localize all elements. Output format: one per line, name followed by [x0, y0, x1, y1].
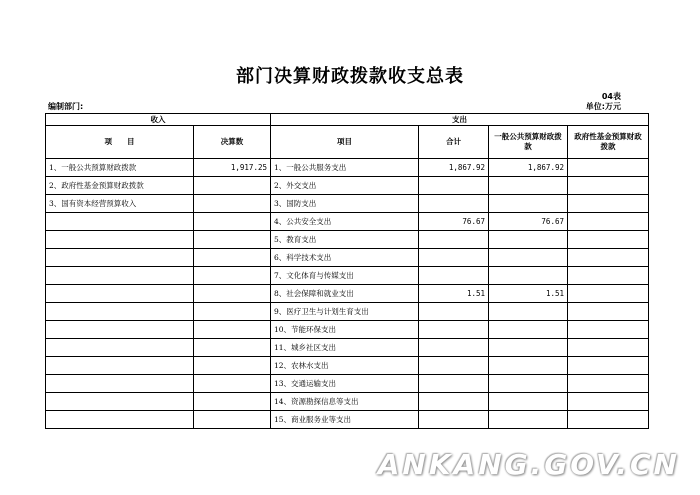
income-value-cell: [194, 339, 271, 357]
total-cell: [419, 303, 489, 321]
gov-fund-cell: [568, 195, 649, 213]
income-value-cell: [194, 303, 271, 321]
expense-item-cell: 11、城乡社区支出: [271, 339, 419, 357]
page-title: 部门决算财政拨款收支总表: [236, 66, 464, 87]
income-item-cell: [46, 231, 194, 249]
general-budget-cell: [489, 267, 568, 285]
expense-header: 支出: [271, 114, 649, 126]
general-budget-cell: [489, 393, 568, 411]
gov-fund-cell: [568, 213, 649, 231]
table-row: [46, 357, 649, 375]
income-item-cell: [46, 303, 194, 321]
income-item-cell: [46, 285, 194, 303]
total-cell: [419, 195, 489, 213]
general-budget-cell: 76.67: [489, 213, 568, 231]
expense-item-cell: 9、医疗卫生与计划生育支出: [271, 303, 419, 321]
income-value-cell: [194, 231, 271, 249]
total-cell: [419, 249, 489, 267]
gov-fund-cell: [568, 393, 649, 411]
unit-label: 单位:万元: [585, 102, 621, 111]
income-item-cell: 1、一般公共预算财政拨款: [46, 159, 194, 177]
total-header: 合计: [419, 126, 489, 159]
income-value-cell: [194, 411, 271, 429]
gov-fund-header: 政府性基金预算财政拨款: [568, 126, 649, 159]
table-row: [46, 411, 649, 429]
income-item-cell: [46, 213, 194, 231]
gov-fund-cell: [568, 411, 649, 429]
expense-item-header: 项目: [271, 126, 419, 159]
general-budget-cell: [489, 411, 568, 429]
table-row: [46, 285, 649, 303]
gov-fund-cell: [568, 267, 649, 285]
total-cell: [419, 339, 489, 357]
total-cell: [419, 231, 489, 249]
table-row: [46, 267, 649, 285]
income-item-cell: 2、政府性基金预算财政拨款: [46, 177, 194, 195]
gov-fund-cell: [568, 375, 649, 393]
table-row: [46, 249, 649, 267]
department-label: 编制部门:: [48, 102, 84, 111]
gov-fund-cell: [568, 159, 649, 177]
general-budget-cell: 1,867.92: [489, 159, 568, 177]
expense-item-cell: 5、教育支出: [271, 231, 419, 249]
table-row: [46, 393, 649, 411]
expense-item-cell: 3、国防支出: [271, 195, 419, 213]
total-cell: [419, 375, 489, 393]
table-row: [46, 303, 649, 321]
table-row: [46, 195, 649, 213]
total-cell: [419, 393, 489, 411]
income-value-cell: [194, 177, 271, 195]
form-number: 04表: [601, 92, 621, 101]
total-cell: [419, 267, 489, 285]
income-value-cell: [194, 213, 271, 231]
gov-fund-cell: [568, 249, 649, 267]
general-budget-cell: [489, 231, 568, 249]
income-header: 收入: [46, 114, 271, 126]
table-body: [46, 159, 649, 429]
general-budget-cell: [489, 303, 568, 321]
income-item-cell: 3、国有资本经营预算收入: [46, 195, 194, 213]
table-row: [46, 159, 649, 177]
expense-item-cell: 7、文化体育与传媒支出: [271, 267, 419, 285]
table-row: [46, 177, 649, 195]
income-item-cell: [46, 339, 194, 357]
gov-fund-cell: [568, 339, 649, 357]
total-cell: [419, 177, 489, 195]
general-budget-cell: [489, 375, 568, 393]
expense-item-cell: 8、社会保障和就业支出: [271, 285, 419, 303]
general-budget-cell: [489, 357, 568, 375]
income-value-cell: [194, 393, 271, 411]
total-cell: 1,867.92: [419, 159, 489, 177]
general-budget-cell: [489, 339, 568, 357]
income-value-cell: [194, 357, 271, 375]
income-item-cell: [46, 267, 194, 285]
header-row-top: [46, 114, 649, 126]
gov-fund-cell: [568, 285, 649, 303]
income-item-cell: [46, 411, 194, 429]
header-row-columns: [46, 126, 649, 159]
table-row: [46, 321, 649, 339]
general-budget-cell: [489, 249, 568, 267]
expense-item-cell: 15、商业服务业等支出: [271, 411, 419, 429]
table-row: [46, 339, 649, 357]
income-value-cell: [194, 267, 271, 285]
gov-fund-cell: [568, 321, 649, 339]
expense-item-cell: 13、交通运输支出: [271, 375, 419, 393]
income-value-cell: [194, 285, 271, 303]
table-row: [46, 231, 649, 249]
income-value-cell: [194, 321, 271, 339]
expense-item-cell: 1、一般公共服务支出: [271, 159, 419, 177]
total-cell: 1.51: [419, 285, 489, 303]
income-item-header: 项 目: [46, 126, 194, 159]
expense-item-cell: 4、公共安全支出: [271, 213, 419, 231]
income-value-cell: [194, 375, 271, 393]
watermark: ANKANG.GOV.CN: [377, 448, 680, 481]
gov-fund-cell: [568, 231, 649, 249]
general-budget-cell: [489, 177, 568, 195]
general-budget-cell: [489, 321, 568, 339]
income-value-cell: [194, 195, 271, 213]
income-item-cell: [46, 357, 194, 375]
gov-fund-cell: [568, 357, 649, 375]
expense-item-cell: 2、外交支出: [271, 177, 419, 195]
gov-fund-cell: [568, 303, 649, 321]
expense-item-cell: 14、资源勘探信息等支出: [271, 393, 419, 411]
income-item-cell: [46, 321, 194, 339]
income-item-cell: [46, 249, 194, 267]
general-budget-cell: [489, 195, 568, 213]
total-cell: [419, 321, 489, 339]
income-item-cell: [46, 375, 194, 393]
total-cell: [419, 411, 489, 429]
total-cell: 76.67: [419, 213, 489, 231]
general-budget-cell: 1.51: [489, 285, 568, 303]
expense-item-cell: 10、节能环保支出: [271, 321, 419, 339]
income-value-cell: [194, 249, 271, 267]
expense-item-cell: 12、农林水支出: [271, 357, 419, 375]
general-budget-header: 一般公共预算财政拨款: [489, 126, 568, 159]
final-amount-header: 决算数: [194, 126, 271, 159]
total-cell: [419, 357, 489, 375]
income-item-cell: [46, 393, 194, 411]
income-value-cell: 1,917.25: [194, 159, 271, 177]
gov-fund-cell: [568, 177, 649, 195]
table-row: [46, 213, 649, 231]
expense-item-cell: 6、科学技术支出: [271, 249, 419, 267]
table-row: [46, 375, 649, 393]
budget-table: [45, 113, 649, 429]
